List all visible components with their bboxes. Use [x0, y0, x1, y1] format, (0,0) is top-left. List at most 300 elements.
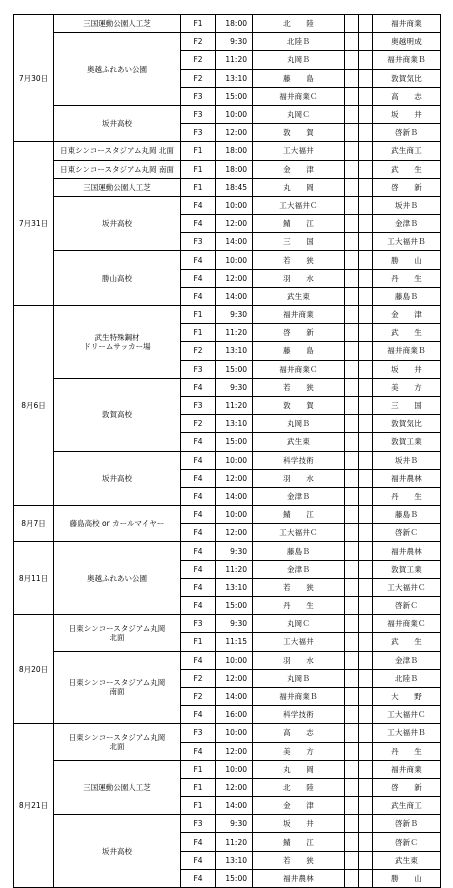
away-team-cell: 工大福井Ｃ	[373, 706, 441, 724]
kickoff-time-cell: 15:00	[216, 433, 253, 451]
away-team-cell: 丹 生	[373, 269, 441, 287]
kickoff-time-cell: 14:00	[216, 797, 253, 815]
away-team-cell: 金津Ｂ	[373, 215, 441, 233]
away-team-cell: 工大福井Ｃ	[373, 578, 441, 596]
away-team-cell: 啓 新	[373, 178, 441, 196]
division-cell: F4	[181, 597, 216, 615]
away-team-cell: 藤島Ｂ	[373, 506, 441, 524]
kickoff-time-cell: 10:00	[216, 196, 253, 214]
score-cell	[345, 51, 359, 69]
away-team-cell: 敦賀工業	[373, 560, 441, 578]
score-cell	[345, 651, 359, 669]
away-team-cell: 福井商業Ｂ	[373, 342, 441, 360]
away-team-cell: 金津Ｂ	[373, 651, 441, 669]
home-team-cell: 高 志	[253, 724, 345, 742]
kickoff-time-cell: 12:00	[216, 215, 253, 233]
score-cell	[345, 287, 359, 305]
score-cell	[345, 706, 359, 724]
home-team-cell: 丸 岡	[253, 178, 345, 196]
away-team-cell: 坂井Ｂ	[373, 451, 441, 469]
away-team-cell: 武生商工	[373, 142, 441, 160]
home-team-cell: 科学技術	[253, 706, 345, 724]
score-cell	[345, 597, 359, 615]
score-cell	[359, 833, 373, 851]
division-cell: F1	[181, 306, 216, 324]
date-cell: 8月6日	[14, 306, 54, 506]
score-cell	[359, 251, 373, 269]
venue-cell: 日東シンコースタジアム丸岡 北面	[54, 615, 181, 651]
score-cell	[359, 760, 373, 778]
match-row	[14, 760, 441, 778]
home-team-cell: 羽 水	[253, 651, 345, 669]
score-cell	[359, 215, 373, 233]
score-cell	[359, 105, 373, 123]
score-cell	[345, 160, 359, 178]
kickoff-time-cell: 18:00	[216, 160, 253, 178]
division-cell: F4	[181, 196, 216, 214]
away-team-cell: 敦賀気比	[373, 415, 441, 433]
home-team-cell: 工大福井	[253, 142, 345, 160]
match-row	[14, 196, 441, 214]
score-cell	[345, 833, 359, 851]
score-cell	[359, 15, 373, 33]
away-team-cell: 福井商業Ｂ	[373, 51, 441, 69]
division-cell: F3	[181, 615, 216, 633]
score-cell	[345, 542, 359, 560]
kickoff-time-cell: 12:00	[216, 742, 253, 760]
score-cell	[359, 342, 373, 360]
division-cell: F4	[181, 433, 216, 451]
kickoff-time-cell: 14:00	[216, 687, 253, 705]
away-team-cell: 武 生	[373, 633, 441, 651]
score-cell	[359, 524, 373, 542]
score-cell	[359, 287, 373, 305]
score-cell	[359, 142, 373, 160]
away-team-cell: 福井農林	[373, 542, 441, 560]
kickoff-time-cell: 14:00	[216, 233, 253, 251]
score-cell	[345, 815, 359, 833]
score-cell	[345, 433, 359, 451]
score-cell	[345, 487, 359, 505]
score-cell	[359, 487, 373, 505]
venue-cell: 奥越ふれあい公園	[54, 33, 181, 106]
away-team-cell: 高 志	[373, 87, 441, 105]
division-cell: F1	[181, 15, 216, 33]
away-team-cell: 勝 山	[373, 251, 441, 269]
away-team-cell: 啓新Ｂ	[373, 815, 441, 833]
home-team-cell: 羽 水	[253, 469, 345, 487]
score-cell	[359, 469, 373, 487]
score-cell	[345, 178, 359, 196]
division-cell: F4	[181, 451, 216, 469]
division-cell: F2	[181, 669, 216, 687]
venue-cell: 坂井高校	[54, 105, 181, 141]
score-cell	[359, 778, 373, 796]
division-cell: F4	[181, 251, 216, 269]
division-cell: F1	[181, 160, 216, 178]
score-cell	[359, 69, 373, 87]
score-cell	[359, 706, 373, 724]
division-cell: F1	[181, 324, 216, 342]
away-team-cell: 丹 生	[373, 487, 441, 505]
division-cell: F4	[181, 469, 216, 487]
kickoff-time-cell: 10:00	[216, 506, 253, 524]
venue-cell: 日東シンコースタジアム丸岡 南面	[54, 651, 181, 724]
home-team-cell: 藤 島	[253, 342, 345, 360]
kickoff-time-cell: 10:00	[216, 105, 253, 123]
division-cell: F4	[181, 706, 216, 724]
away-team-cell: 武 生	[373, 324, 441, 342]
venue-cell: 坂井高校	[54, 815, 181, 888]
score-cell	[345, 687, 359, 705]
venue-cell: 奥越ふれあい公園	[54, 542, 181, 615]
venue-cell: 日東シンコースタジアム丸岡 北面	[54, 724, 181, 760]
match-row	[14, 105, 441, 123]
kickoff-time-cell: 13:10	[216, 851, 253, 869]
score-cell	[345, 524, 359, 542]
away-team-cell: 北陸Ｂ	[373, 669, 441, 687]
score-cell	[359, 651, 373, 669]
away-team-cell: 三 国	[373, 396, 441, 414]
kickoff-time-cell: 9:30	[216, 615, 253, 633]
division-cell: F4	[181, 506, 216, 524]
match-row	[14, 542, 441, 560]
away-team-cell: 藤島Ｂ	[373, 287, 441, 305]
venue-cell: 三国運動公園人工芝	[54, 760, 181, 815]
date-cell: 8月20日	[14, 615, 54, 724]
score-cell	[345, 196, 359, 214]
division-cell: F4	[181, 560, 216, 578]
match-row	[14, 615, 441, 633]
score-cell	[345, 87, 359, 105]
home-team-cell: 若 狭	[253, 578, 345, 596]
division-cell: F1	[181, 778, 216, 796]
division-cell: F4	[181, 487, 216, 505]
schedule-body	[14, 15, 441, 888]
match-row	[14, 451, 441, 469]
home-team-cell: 敦 賀	[253, 396, 345, 414]
away-team-cell: 福井商業	[373, 15, 441, 33]
division-cell: F2	[181, 415, 216, 433]
score-cell	[345, 396, 359, 414]
away-team-cell: 工大福井Ｂ	[373, 724, 441, 742]
match-row	[14, 506, 441, 524]
home-team-cell: 福井商業Ｂ	[253, 687, 345, 705]
match-row	[14, 724, 441, 742]
kickoff-time-cell: 14:00	[216, 487, 253, 505]
score-cell	[359, 269, 373, 287]
kickoff-time-cell: 12:00	[216, 269, 253, 287]
kickoff-time-cell: 11:20	[216, 833, 253, 851]
score-cell	[345, 633, 359, 651]
score-cell	[345, 69, 359, 87]
division-cell: F2	[181, 69, 216, 87]
division-cell: F2	[181, 33, 216, 51]
score-cell	[359, 542, 373, 560]
kickoff-time-cell: 12:00	[216, 524, 253, 542]
score-cell	[359, 324, 373, 342]
kickoff-time-cell: 11:20	[216, 396, 253, 414]
away-team-cell: 啓新Ｃ	[373, 597, 441, 615]
score-cell	[359, 178, 373, 196]
score-cell	[345, 506, 359, 524]
score-cell	[345, 742, 359, 760]
away-team-cell: 武 生	[373, 160, 441, 178]
score-cell	[345, 105, 359, 123]
home-team-cell: 丸岡Ｂ	[253, 415, 345, 433]
home-team-cell: 藤 島	[253, 69, 345, 87]
away-team-cell: 福井商業	[373, 760, 441, 778]
home-team-cell: 武生東	[253, 433, 345, 451]
date-cell: 8月11日	[14, 542, 54, 615]
kickoff-time-cell: 15:00	[216, 360, 253, 378]
home-team-cell: 福井農林	[253, 869, 345, 887]
division-cell: F3	[181, 87, 216, 105]
division-cell: F1	[181, 760, 216, 778]
division-cell: F4	[181, 215, 216, 233]
score-cell	[345, 306, 359, 324]
home-team-cell: 工大福井	[253, 633, 345, 651]
kickoff-time-cell: 15:00	[216, 869, 253, 887]
kickoff-time-cell: 12:00	[216, 669, 253, 687]
score-cell	[345, 415, 359, 433]
date-cell: 8月21日	[14, 724, 54, 888]
score-cell	[345, 33, 359, 51]
kickoff-time-cell: 13:10	[216, 578, 253, 596]
score-cell	[345, 451, 359, 469]
score-cell	[359, 578, 373, 596]
home-team-cell: 鯖 江	[253, 215, 345, 233]
match-row	[14, 815, 441, 833]
home-team-cell: 丸岡Ｃ	[253, 615, 345, 633]
home-team-cell: 若 狭	[253, 851, 345, 869]
away-team-cell: 勝 山	[373, 869, 441, 887]
kickoff-time-cell: 9:30	[216, 33, 253, 51]
away-team-cell: 啓 新	[373, 778, 441, 796]
division-cell: F3	[181, 724, 216, 742]
venue-cell: 敦賀高校	[54, 378, 181, 451]
home-team-cell: 若 狭	[253, 251, 345, 269]
kickoff-time-cell: 14:00	[216, 287, 253, 305]
kickoff-time-cell: 10:00	[216, 251, 253, 269]
score-cell	[359, 196, 373, 214]
score-cell	[345, 215, 359, 233]
score-cell	[359, 869, 373, 887]
division-cell: F2	[181, 51, 216, 69]
away-team-cell: 坂 井	[373, 105, 441, 123]
division-cell: F4	[181, 542, 216, 560]
away-team-cell: 武生商工	[373, 797, 441, 815]
kickoff-time-cell: 11:20	[216, 51, 253, 69]
score-cell	[359, 815, 373, 833]
home-team-cell: 羽 水	[253, 269, 345, 287]
match-row	[14, 33, 441, 51]
score-cell	[345, 324, 359, 342]
score-cell	[345, 142, 359, 160]
score-cell	[359, 415, 373, 433]
home-team-cell: 丸 岡	[253, 760, 345, 778]
kickoff-time-cell: 11:20	[216, 324, 253, 342]
home-team-cell: 坂 井	[253, 815, 345, 833]
kickoff-time-cell: 13:10	[216, 415, 253, 433]
score-cell	[359, 360, 373, 378]
score-cell	[359, 724, 373, 742]
score-cell	[345, 360, 359, 378]
score-cell	[345, 669, 359, 687]
venue-cell: 勝山高校	[54, 251, 181, 306]
away-team-cell: 奥越明成	[373, 33, 441, 51]
score-cell	[359, 51, 373, 69]
away-team-cell: 美 方	[373, 378, 441, 396]
away-team-cell: 工大福井Ｂ	[373, 233, 441, 251]
venue-cell: 三国運動公園人工芝	[54, 15, 181, 33]
schedule-table	[13, 14, 441, 888]
division-cell: F3	[181, 396, 216, 414]
score-cell	[345, 578, 359, 596]
away-team-cell: 福井商業Ｃ	[373, 615, 441, 633]
division-cell: F1	[181, 178, 216, 196]
division-cell: F3	[181, 233, 216, 251]
score-cell	[359, 851, 373, 869]
home-team-cell: 鯖 江	[253, 506, 345, 524]
division-cell: F4	[181, 869, 216, 887]
division-cell: F4	[181, 851, 216, 869]
division-cell: F2	[181, 687, 216, 705]
score-cell	[359, 160, 373, 178]
score-cell	[345, 15, 359, 33]
home-team-cell: 科学技術	[253, 451, 345, 469]
venue-cell: 三国運動公園人工芝	[54, 178, 181, 196]
score-cell	[345, 342, 359, 360]
score-cell	[359, 797, 373, 815]
home-team-cell: 北陸Ｂ	[253, 33, 345, 51]
score-cell	[345, 778, 359, 796]
away-team-cell: 啓新Ｃ	[373, 833, 441, 851]
away-team-cell: 武生東	[373, 851, 441, 869]
match-row	[14, 378, 441, 396]
home-team-cell: 武生東	[253, 287, 345, 305]
division-cell: F4	[181, 269, 216, 287]
match-row	[14, 306, 441, 324]
away-team-cell: 敦賀工業	[373, 433, 441, 451]
date-cell: 7月30日	[14, 15, 54, 142]
venue-cell: 日東シンコースタジアム丸岡 南面	[54, 160, 181, 178]
division-cell: F4	[181, 287, 216, 305]
kickoff-time-cell: 18:00	[216, 142, 253, 160]
home-team-cell: 北 陸	[253, 15, 345, 33]
match-row	[14, 178, 441, 196]
kickoff-time-cell: 11:15	[216, 633, 253, 651]
venue-cell: 日東シンコースタジアム丸岡 北面	[54, 142, 181, 160]
division-cell: F1	[181, 797, 216, 815]
away-team-cell: 敦賀気比	[373, 69, 441, 87]
away-team-cell: 金 津	[373, 306, 441, 324]
away-team-cell: 坂 井	[373, 360, 441, 378]
match-row	[14, 160, 441, 178]
kickoff-time-cell: 10:00	[216, 724, 253, 742]
score-cell	[345, 615, 359, 633]
division-cell: F4	[181, 651, 216, 669]
home-team-cell: 福井商業	[253, 306, 345, 324]
score-cell	[345, 724, 359, 742]
division-cell: F4	[181, 833, 216, 851]
home-team-cell: 若 狭	[253, 378, 345, 396]
kickoff-time-cell: 10:00	[216, 451, 253, 469]
division-cell: F3	[181, 105, 216, 123]
home-team-cell: 藤島Ｂ	[253, 542, 345, 560]
score-cell	[345, 869, 359, 887]
kickoff-time-cell: 18:00	[216, 15, 253, 33]
kickoff-time-cell: 12:00	[216, 778, 253, 796]
home-team-cell: 丸岡Ｂ	[253, 669, 345, 687]
score-cell	[359, 560, 373, 578]
home-team-cell: 金 津	[253, 160, 345, 178]
kickoff-time-cell: 9:30	[216, 306, 253, 324]
score-cell	[359, 124, 373, 142]
score-cell	[345, 269, 359, 287]
home-team-cell: 鯖 江	[253, 833, 345, 851]
score-cell	[345, 760, 359, 778]
kickoff-time-cell: 12:00	[216, 124, 253, 142]
score-cell	[359, 615, 373, 633]
venue-cell: 武生特殊鋼材 ドリームサッカー場	[54, 306, 181, 379]
score-cell	[345, 233, 359, 251]
kickoff-time-cell: 9:30	[216, 815, 253, 833]
division-cell: F1	[181, 142, 216, 160]
match-row	[14, 15, 441, 33]
score-cell	[345, 469, 359, 487]
division-cell: F3	[181, 360, 216, 378]
score-cell	[345, 124, 359, 142]
division-cell: F2	[181, 342, 216, 360]
score-cell	[359, 433, 373, 451]
home-team-cell: 工大福井Ｃ	[253, 196, 345, 214]
kickoff-time-cell: 15:00	[216, 87, 253, 105]
kickoff-time-cell: 13:10	[216, 342, 253, 360]
date-cell: 8月7日	[14, 506, 54, 542]
score-cell	[345, 378, 359, 396]
away-team-cell: 福井農林	[373, 469, 441, 487]
score-cell	[359, 33, 373, 51]
division-cell: F4	[181, 742, 216, 760]
away-team-cell: 丹 生	[373, 742, 441, 760]
home-team-cell: 金津Ｂ	[253, 560, 345, 578]
kickoff-time-cell: 13:10	[216, 69, 253, 87]
score-cell	[359, 378, 373, 396]
score-cell	[359, 233, 373, 251]
venue-cell: 藤島高校 or カールマイヤー	[54, 506, 181, 542]
home-team-cell: 丹 生	[253, 597, 345, 615]
kickoff-time-cell: 9:30	[216, 378, 253, 396]
match-row	[14, 142, 441, 160]
home-team-cell: 福井商業Ｃ	[253, 360, 345, 378]
home-team-cell: 敦 賀	[253, 124, 345, 142]
score-cell	[359, 306, 373, 324]
kickoff-time-cell: 10:00	[216, 651, 253, 669]
division-cell: F3	[181, 124, 216, 142]
home-team-cell: 金津Ｂ	[253, 487, 345, 505]
score-cell	[359, 396, 373, 414]
division-cell: F1	[181, 633, 216, 651]
home-team-cell: 工大福井Ｃ	[253, 524, 345, 542]
kickoff-time-cell: 9:30	[216, 542, 253, 560]
score-cell	[359, 633, 373, 651]
kickoff-time-cell: 12:00	[216, 469, 253, 487]
home-team-cell: 三 国	[253, 233, 345, 251]
kickoff-time-cell: 16:00	[216, 706, 253, 724]
away-team-cell: 大 野	[373, 687, 441, 705]
away-team-cell: 啓新Ｃ	[373, 524, 441, 542]
